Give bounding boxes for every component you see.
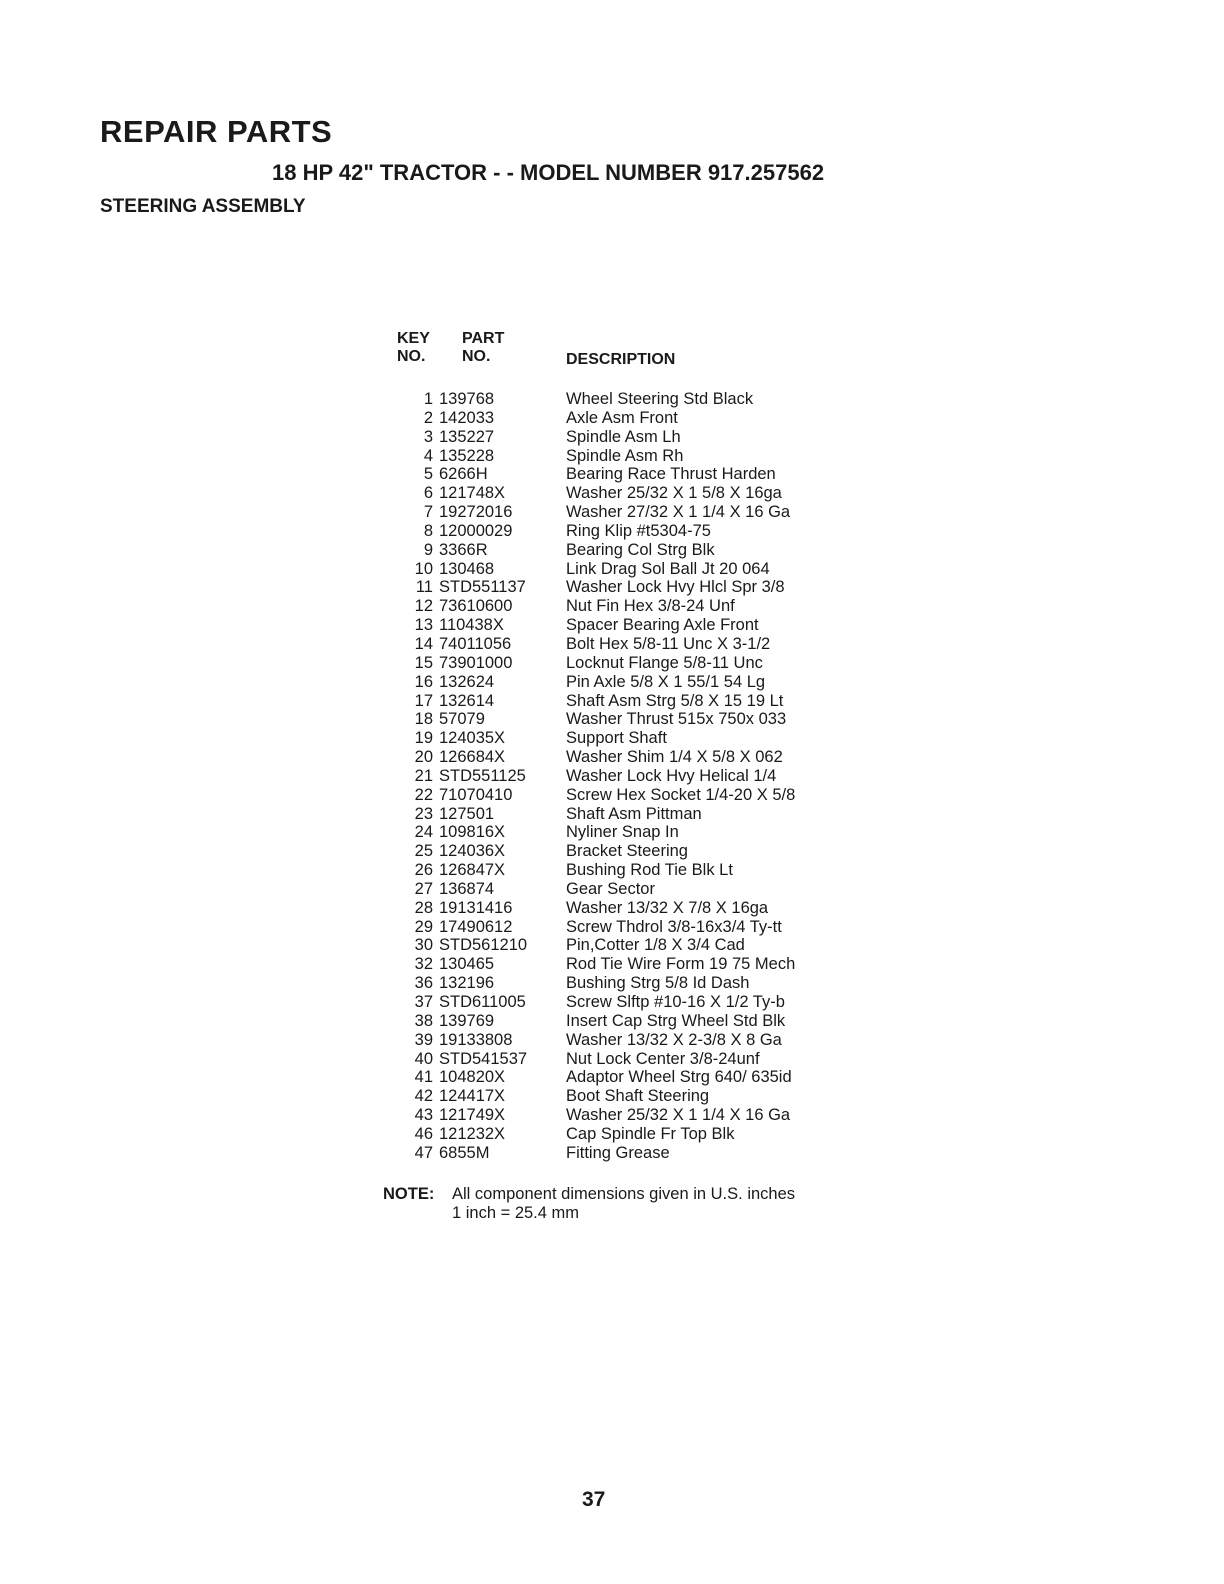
description-cell: Pin,Cotter 1/8 X 3/4 Cad xyxy=(566,936,745,955)
key-no-cell: 14 xyxy=(414,634,433,653)
key-no-cell: 26 xyxy=(414,861,433,880)
description-cell: Shaft Asm Strg 5/8 X 15 19 Lt xyxy=(566,691,784,710)
description-cell: Bushing Strg 5/8 Id Dash xyxy=(566,974,750,993)
part-no-cell: STD611005 xyxy=(439,993,526,1011)
table-row xyxy=(383,560,883,579)
table-row xyxy=(383,936,883,955)
table-row xyxy=(383,918,883,937)
description-cell: Nyliner Snap In xyxy=(566,823,679,842)
table-row xyxy=(383,673,883,692)
table-row xyxy=(383,465,883,484)
note-line-2: 1 inch = 25.4 mm xyxy=(452,1204,580,1222)
model-subtitle: 18 HP 42" TRACTOR - - MODEL NUMBER 917.257562 xyxy=(272,160,825,185)
description-cell: Gear Sector xyxy=(566,879,655,898)
key-no-cell: 32 xyxy=(414,955,433,974)
part-no-cell: 135228 xyxy=(439,446,495,465)
part-no-cell: 19133808 xyxy=(439,1030,513,1049)
part-no-cell: 132624 xyxy=(439,672,495,691)
description-cell: Spindle Asm Rh xyxy=(566,446,684,465)
table-row xyxy=(383,635,883,654)
description-cell: Adaptor Wheel Strg 640/ 635id xyxy=(566,1068,792,1087)
key-no-cell: 18 xyxy=(414,710,433,729)
table-row xyxy=(383,786,883,805)
description-cell: Nut Lock Center 3/8-24unf xyxy=(566,1049,760,1068)
key-no-cell: 7 xyxy=(423,503,433,522)
table-row xyxy=(383,955,883,974)
part-no-cell: 17490612 xyxy=(439,917,513,936)
part-no-cell: 3366R xyxy=(439,540,488,559)
description-cell: Nut Fin Hex 3/8-24 Unf xyxy=(566,597,735,616)
description-cell: Washer 13/32 X 7/8 X 16ga xyxy=(566,898,769,917)
part-no-cell: 73901000 xyxy=(439,653,513,672)
part-no-cell: 74011056 xyxy=(439,634,512,653)
part-no-cell: 136874 xyxy=(439,879,495,898)
part-no-cell: 127501 xyxy=(439,804,495,823)
description-cell: Locknut Flange 5/8-11 Unc xyxy=(566,653,763,672)
table-row xyxy=(383,597,883,616)
key-no-cell: 8 xyxy=(423,521,433,540)
table-row xyxy=(383,522,883,541)
table-row xyxy=(383,1068,883,1087)
description-cell: Bearing Col Strg Blk xyxy=(566,540,715,559)
table-row xyxy=(383,409,883,428)
description-cell: Boot Shaft Steering xyxy=(566,1087,710,1106)
description-cell: Wheel Steering Std Black xyxy=(566,390,754,408)
page-title: REPAIR PARTS xyxy=(100,114,333,149)
table-row xyxy=(383,428,883,447)
key-no-cell: 22 xyxy=(414,785,433,804)
key-no-cell: 28 xyxy=(414,898,433,917)
description-cell: Bolt Hex 5/8-11 Unc X 3-1/2 xyxy=(566,634,771,653)
table-row xyxy=(383,729,883,748)
description-cell: Support Shaft xyxy=(566,729,667,748)
part-no-cell: 19272016 xyxy=(439,503,513,522)
table-row xyxy=(383,710,883,729)
description-cell: Screw Hex Socket 1/4-20 X 5/8 xyxy=(566,785,796,804)
key-no-cell: 30 xyxy=(414,936,433,955)
key-no-cell: 6 xyxy=(423,484,433,503)
part-no-cell: 121749X xyxy=(439,1106,506,1125)
table-row xyxy=(383,503,883,522)
key-header-line1: KEY xyxy=(397,330,430,347)
key-no-cell: 17 xyxy=(414,691,433,710)
key-no-cell: 23 xyxy=(414,804,433,823)
page-number: 37 xyxy=(582,1488,606,1511)
key-no-cell: 15 xyxy=(414,653,433,672)
description-cell: Spindle Asm Lh xyxy=(566,427,681,446)
description-cell: Washer 27/32 X 1 1/4 X 16 Ga xyxy=(566,503,791,522)
key-header-line2: NO. xyxy=(397,348,426,365)
table-row xyxy=(383,842,883,861)
key-no-cell: 12 xyxy=(414,597,433,616)
part-no-cell: 109816X xyxy=(439,823,506,842)
table-row xyxy=(383,578,883,597)
key-no-cell: 19 xyxy=(414,729,433,748)
part-no-cell: 121748X xyxy=(439,484,506,503)
key-no-cell: 42 xyxy=(414,1087,433,1106)
description-cell: Bearing Race Thrust Harden xyxy=(566,465,776,484)
description-cell: Pin Axle 5/8 X 1 55/1 54 Lg xyxy=(566,672,766,691)
table-row xyxy=(383,447,883,466)
part-no-cell: 124417X xyxy=(439,1087,506,1106)
description-cell: Washer Shim 1/4 X 5/8 X 062 xyxy=(566,748,783,767)
table-row xyxy=(383,654,883,673)
description-cell: Washer Lock Hvy Hlcl Spr 3/8 xyxy=(566,578,785,597)
key-no-cell: 5 xyxy=(423,465,433,484)
description-cell: Fitting Grease xyxy=(566,1143,670,1162)
table-row xyxy=(383,390,883,409)
part-no-cell: 132614 xyxy=(439,691,495,710)
table-row xyxy=(383,805,883,824)
key-no-cell: 9 xyxy=(423,540,433,559)
part-no-cell: 142033 xyxy=(439,408,495,427)
table-row xyxy=(383,974,883,993)
description-cell: Washer Lock Hvy Helical 1/4 xyxy=(566,766,777,785)
description-cell: Bracket Steering xyxy=(566,842,688,861)
part-no-cell: 71070410 xyxy=(439,785,513,804)
part-no-cell: 12000029 xyxy=(439,521,513,540)
part-no-cell: 126847X xyxy=(439,861,506,880)
description-cell: Link Drag Sol Ball Jt 20 064 xyxy=(566,559,770,578)
table-row xyxy=(383,880,883,899)
part-header-line2: NO. xyxy=(462,348,491,365)
part-no-cell: 124035X xyxy=(439,729,506,748)
description-cell: Insert Cap Strg Wheel Std Blk xyxy=(566,1011,786,1030)
key-no-cell: 25 xyxy=(414,842,433,861)
part-no-cell: 139769 xyxy=(439,1011,495,1030)
key-no-cell: 21 xyxy=(414,766,433,785)
description-cell: Washer 25/32 X 1 5/8 X 16ga xyxy=(566,484,782,503)
table-row xyxy=(383,1144,883,1163)
key-no-cell: 24 xyxy=(414,823,433,842)
part-no-cell: 110438X xyxy=(439,616,504,635)
part-no-cell: 126684X xyxy=(439,748,506,767)
part-no-cell: STD551125 xyxy=(439,766,526,785)
table-row xyxy=(383,861,883,880)
description-cell: Bushing Rod Tie Blk Lt xyxy=(566,861,733,880)
key-no-cell: 43 xyxy=(414,1106,433,1125)
description-cell: Axle Asm Front xyxy=(566,408,678,427)
note-line-1: All component dimensions given in U.S. inches xyxy=(452,1185,796,1203)
key-no-cell: 39 xyxy=(414,1030,433,1049)
note-block xyxy=(383,1185,796,1222)
part-no-cell: 121232X xyxy=(439,1124,506,1143)
part-no-cell: 132196 xyxy=(439,974,495,993)
table-row xyxy=(383,1050,883,1069)
part-no-cell: 130465 xyxy=(439,955,495,974)
description-cell: Screw Slftp #10-16 X 1/2 Ty-b xyxy=(566,993,785,1011)
part-no-cell: 57079 xyxy=(439,710,485,729)
table-row xyxy=(383,484,883,503)
part-no-cell: 6266H xyxy=(439,465,488,484)
part-no-header xyxy=(462,330,504,366)
key-no-cell: 4 xyxy=(423,446,433,465)
description-cell: Washer 25/32 X 1 1/4 X 16 Ga xyxy=(566,1106,791,1125)
key-no-cell: 10 xyxy=(414,559,433,578)
table-row xyxy=(383,993,883,1012)
description-header: DESCRIPTION xyxy=(566,351,676,368)
part-no-cell: 104820X xyxy=(439,1068,506,1087)
table-row xyxy=(383,692,883,711)
key-no-cell: 20 xyxy=(414,748,433,767)
key-no-cell: 40 xyxy=(414,1049,433,1068)
part-header-line1: PART xyxy=(462,330,505,347)
key-no-cell: 29 xyxy=(414,917,433,936)
description-cell: Rod Tie Wire Form 19 75 Mech xyxy=(566,955,796,974)
section-heading: STEERING ASSEMBLY xyxy=(100,196,306,217)
key-no-cell: 2 xyxy=(423,408,433,427)
key-no-cell: 37 xyxy=(414,993,433,1011)
table-row xyxy=(383,899,883,918)
table-row xyxy=(383,1087,883,1106)
key-no-cell: 1 xyxy=(423,390,433,408)
table-row xyxy=(383,1012,883,1031)
description-cell: Spacer Bearing Axle Front xyxy=(566,616,759,635)
description-cell: Cap Spindle Fr Top Blk xyxy=(566,1124,735,1143)
part-no-cell: STD561210 xyxy=(439,936,528,955)
part-no-cell: STD541537 xyxy=(439,1049,528,1068)
table-row xyxy=(383,767,883,786)
part-no-cell: 73610600 xyxy=(439,597,513,616)
table-row xyxy=(383,616,883,635)
key-no-cell: 16 xyxy=(414,672,433,691)
note-label: NOTE: xyxy=(383,1185,435,1203)
key-no-cell: 3 xyxy=(423,427,433,446)
part-no-cell: 139768 xyxy=(439,390,495,408)
key-no-cell: 41 xyxy=(414,1068,433,1087)
table-row xyxy=(383,748,883,767)
table-row xyxy=(383,541,883,560)
key-no-header xyxy=(397,330,430,366)
key-no-cell: 46 xyxy=(414,1124,433,1143)
description-cell: Shaft Asm Pittman xyxy=(566,804,702,823)
key-no-cell: 36 xyxy=(414,974,433,993)
parts-table xyxy=(383,390,883,1163)
key-no-cell: 47 xyxy=(414,1143,433,1162)
table-row xyxy=(383,1106,883,1125)
part-no-cell: STD551137 xyxy=(439,578,526,597)
description-cell: Washer 13/32 X 2-3/8 X 8 Ga xyxy=(566,1030,782,1049)
key-no-cell: 27 xyxy=(414,879,433,898)
key-no-cell: 38 xyxy=(414,1011,433,1030)
table-row xyxy=(383,1031,883,1050)
parts-table-body xyxy=(383,390,883,1163)
part-no-cell: 19131416 xyxy=(439,898,513,917)
description-cell: Screw Thdrol 3/8-16x3/4 Ty-tt xyxy=(566,917,782,936)
part-no-cell: 135227 xyxy=(439,427,495,446)
part-no-cell: 124036X xyxy=(439,842,506,861)
key-no-cell: 13 xyxy=(414,616,433,635)
description-cell: Washer Thrust 515x 750x 033 xyxy=(566,710,787,729)
part-no-cell: 6855M xyxy=(439,1143,490,1162)
description-cell: Ring Klip #t5304-75 xyxy=(566,521,711,540)
table-row xyxy=(383,823,883,842)
part-no-cell: 130468 xyxy=(439,559,495,578)
table-row xyxy=(383,1125,883,1144)
key-no-cell: 11 xyxy=(415,578,433,597)
